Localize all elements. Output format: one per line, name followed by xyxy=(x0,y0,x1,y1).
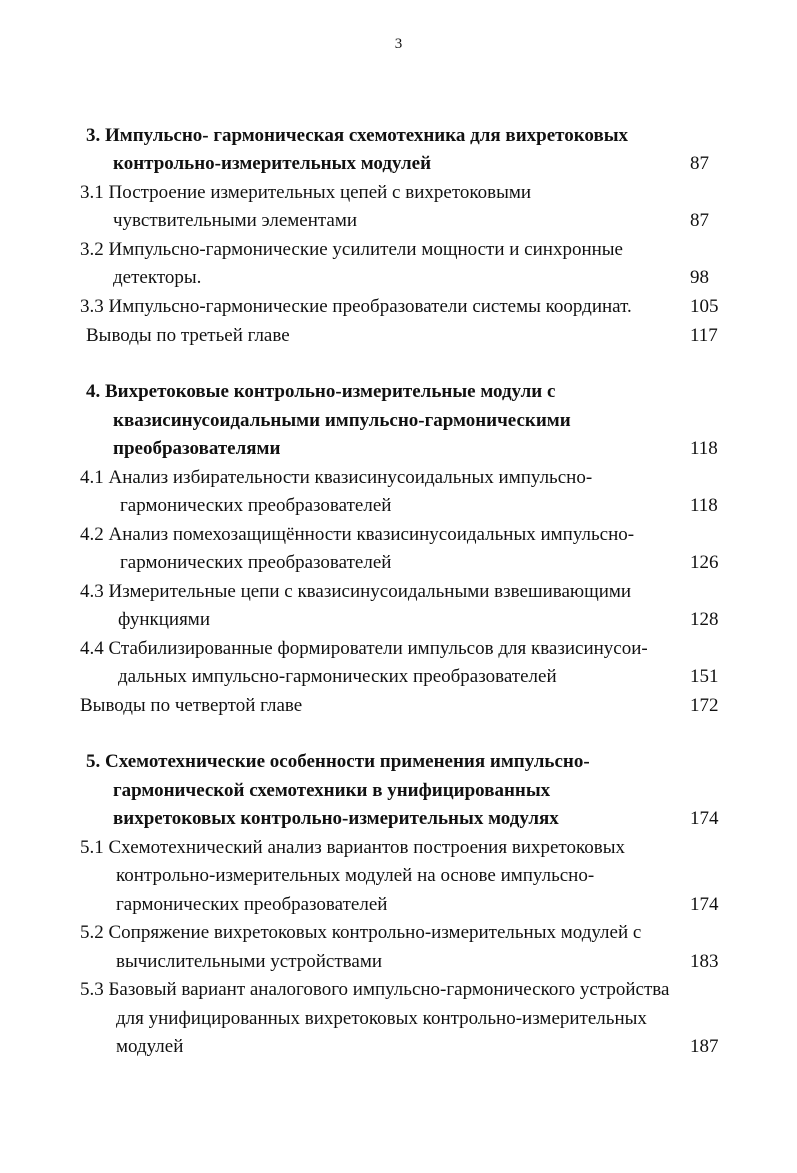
chapter-4-title-line-1: 4. Вихретоковые контрольно-измерительные модули с xyxy=(86,381,556,402)
chapter-5-title-line-1: 5. Схемотехнические особенности применения импульсно- xyxy=(86,751,590,772)
chapter-5-title-line-2: гармонической схемотехники в унифицированных xyxy=(113,780,551,801)
section-4-1-line-1: 4.1 Анализ избирательности квазисинусоидальных импульсно- xyxy=(80,467,593,488)
section-5-1-line-3: гармонических преобразователей xyxy=(116,894,388,915)
section-4-2-line-1: 4.2 Анализ помехозащищённости квазисинусоидальных импульсно- xyxy=(80,524,635,545)
section-3-2-line-1: 3.2 Импульсно-гармонические усилители мощности и синхронные xyxy=(80,239,623,260)
section-4-2-line-2: гармонических преобразователей xyxy=(120,552,392,573)
section-5-1-line-1: 5.1 Схемотехнический анализ вариантов построения вихретоковых xyxy=(80,837,625,858)
section-3-1-page: 87 xyxy=(690,210,709,231)
chapter-4-page: 118 xyxy=(690,438,718,459)
section-4-3-line-1: 4.3 Измерительные цепи с квазисинусоидальными взвешивающими xyxy=(80,581,632,602)
chapter-4-title-line-3: преобразователями xyxy=(113,438,281,459)
chapter-3-page: 87 xyxy=(690,153,709,174)
section-5-2-page: 183 xyxy=(690,951,719,972)
chapter-3-conclusions: Выводы по третьей главе xyxy=(86,325,290,346)
section-5-1-page: 174 xyxy=(690,894,719,915)
section-3-2-line-2: детекторы. xyxy=(113,267,202,288)
chapter-5-page: 174 xyxy=(690,808,719,829)
section-3-2-page: 98 xyxy=(690,267,709,288)
page-number: 3 xyxy=(394,36,403,52)
section-4-3-page: 128 xyxy=(690,609,719,630)
section-5-2-line-1: 5.2 Сопряжение вихретоковых контрольно-измерительных модулей с xyxy=(80,922,642,943)
section-5-3-line-3: модулей xyxy=(116,1036,184,1057)
chapter-4-conclusions-page: 172 xyxy=(690,695,719,716)
chapter-5-title-line-3: вихретоковых контрольно-измерительных модулях xyxy=(113,808,559,829)
section-4-3-line-2: функциями xyxy=(118,609,211,630)
chapter-4-conclusions: Выводы по четвертой главе xyxy=(80,695,303,716)
section-4-4-line-1: 4.4 Стабилизированные формирователи импульсов для квазисинусои- xyxy=(80,638,648,659)
section-3-3-page: 105 xyxy=(690,296,719,317)
section-3-3-line-1: 3.3 Импульсно-гармонические преобразователи системы координат. xyxy=(80,296,632,317)
chapter-3-title-line-1: 3. Импульсно- гармоническая схемотехника для вихретоковых xyxy=(86,125,629,146)
section-3-1-line-2: чувствительными элементами xyxy=(113,210,358,231)
section-4-4-line-2: дальных импульсно-гармонических преобразователей xyxy=(118,666,557,687)
section-4-1-line-2: гармонических преобразователей xyxy=(120,495,392,516)
section-3-1-line-1: 3.1 Построение измерительных цепей с вихретоковыми xyxy=(80,182,532,203)
chapter-3-conclusions-page: 117 xyxy=(690,325,718,346)
chapter-3-title-line-2: контрольно-измерительных модулей xyxy=(113,153,432,174)
section-5-3-line-2: для унифицированных вихретоковых контрольно-измерительных xyxy=(116,1008,647,1029)
section-4-2-page: 126 xyxy=(690,552,719,573)
section-5-2-line-2: вычислительными устройствами xyxy=(116,951,383,972)
section-4-4-page: 151 xyxy=(690,666,719,687)
chapter-4-title-line-2: квазисинусоидальными импульсно-гармоническими xyxy=(113,410,571,431)
section-5-1-line-2: контрольно-измерительных модулей на основе импульсно- xyxy=(116,865,595,886)
section-5-3-page: 187 xyxy=(690,1036,719,1057)
section-5-3-line-1: 5.3 Базовый вариант аналогового импульсно-гармонического устройства xyxy=(80,979,670,1000)
section-4-1-page: 118 xyxy=(690,495,718,516)
